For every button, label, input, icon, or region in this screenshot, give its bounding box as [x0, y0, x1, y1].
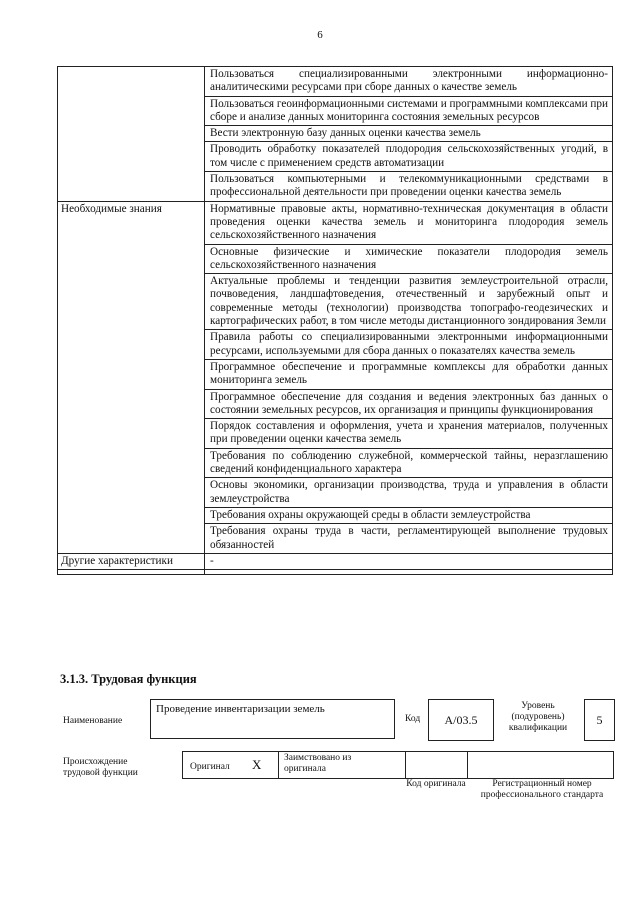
knowledge-item: Требования по соблюдению служебной, коммерческой тайны, неразглашению сведений конфиденциального характера: [205, 448, 613, 478]
origin-label: Происхождение трудовой функции: [63, 757, 138, 778]
level-label: Уровень (подуровень) квалификации: [508, 701, 568, 733]
knowledge-label: Необходимые знания: [58, 201, 205, 553]
borrowed-label: Заимствовано из оригинала: [284, 753, 352, 774]
knowledge-item: Правила работы со специализированными электронными информационными ресурсами, используемыми для сбора данных о показателях качества земель: [205, 330, 613, 360]
requirements-table: [57, 66, 613, 575]
other-label: Другие характеристики: [58, 553, 205, 569]
original-label: Оригинал: [190, 762, 230, 772]
section-title: 3.1.3. Трудовая функция: [60, 672, 197, 686]
reg-caption: Регистрационный номер профессионального стандарта: [480, 779, 604, 800]
knowledge-item: Требования охраны окружающей среды в области землеустройства: [205, 507, 613, 523]
name-value: Проведение инвентаризации земель: [150, 699, 395, 739]
code-label: Код: [405, 714, 421, 724]
knowledge-item: Порядок составления и оформления, учета и хранения материалов, полученных при проведении оценки качества земель: [205, 419, 613, 449]
skill-item: Пользоваться специализированными электронными информационно-аналитическими ресурсами при сборе данных о качестве земель: [205, 67, 613, 97]
divider: [405, 751, 406, 778]
page-number: 6: [317, 29, 323, 41]
table-row: [58, 67, 613, 97]
table-row: [58, 201, 613, 244]
skills-label-cell: [58, 67, 205, 202]
knowledge-item: Основные физические и химические показатели плодородия земель сельскохозяйственного назначения: [205, 244, 613, 274]
knowledge-item: Нормативные правовые акты, нормативно-техническая документация в области проведения оценки качества земель и мониторинга плодородия земель сельскохозяйственного назначения: [205, 201, 613, 244]
skill-item: Вести электронную базу данных оценки качества земель: [205, 126, 613, 142]
table-row: [58, 570, 613, 575]
knowledge-item: Требования охраны труда в части, регламентирующей выполнение трудовых обязанностей: [205, 524, 613, 554]
name-label: Наименование: [63, 716, 123, 726]
divider: [278, 751, 279, 778]
empty-cell: [58, 570, 205, 575]
original-mark: X: [252, 757, 262, 772]
skill-item: Пользоваться компьютерными и телекоммуникационными средствами в профессиональной деятельности при проведении оценки качества земель: [205, 172, 613, 202]
other-value: -: [205, 553, 613, 569]
empty-cell: [205, 570, 613, 575]
code-caption: Код оригинала: [406, 779, 466, 789]
knowledge-item: Актуальные проблемы и тенденции развития землеустроительной отрасли, почвоведения, ландшафтоведения, отечественный и зарубежный опыт и современные методы (технологии) производства топографо-геодезических и картографических работ, в том числе методы дистанционного зондирования Земли: [205, 274, 613, 330]
skill-item: Проводить обработку показателей плодородия сельскохозяйственных угодий, в том числе с применением средств автоматизации: [205, 142, 613, 172]
knowledge-item: Программное обеспечение для создания и ведения электронных баз данных о состоянии земельных ресурсов, их организация и принципы функционирования: [205, 389, 613, 419]
skill-item: Пользоваться геоинформационными системами и программными комплексами при сборе и анализе данных мониторинга состояния земельных ресурсов: [205, 96, 613, 126]
table-row: [58, 553, 613, 569]
divider: [467, 751, 468, 778]
level-value: 5: [584, 699, 615, 741]
knowledge-item: Программное обеспечение и программные комплексы для обработки данных мониторинга земель: [205, 359, 613, 389]
code-value: А/03.5: [428, 699, 494, 741]
knowledge-item: Основы экономики, организации производства, труда и управления в области землеустройства: [205, 478, 613, 508]
origin-box: [182, 751, 614, 779]
